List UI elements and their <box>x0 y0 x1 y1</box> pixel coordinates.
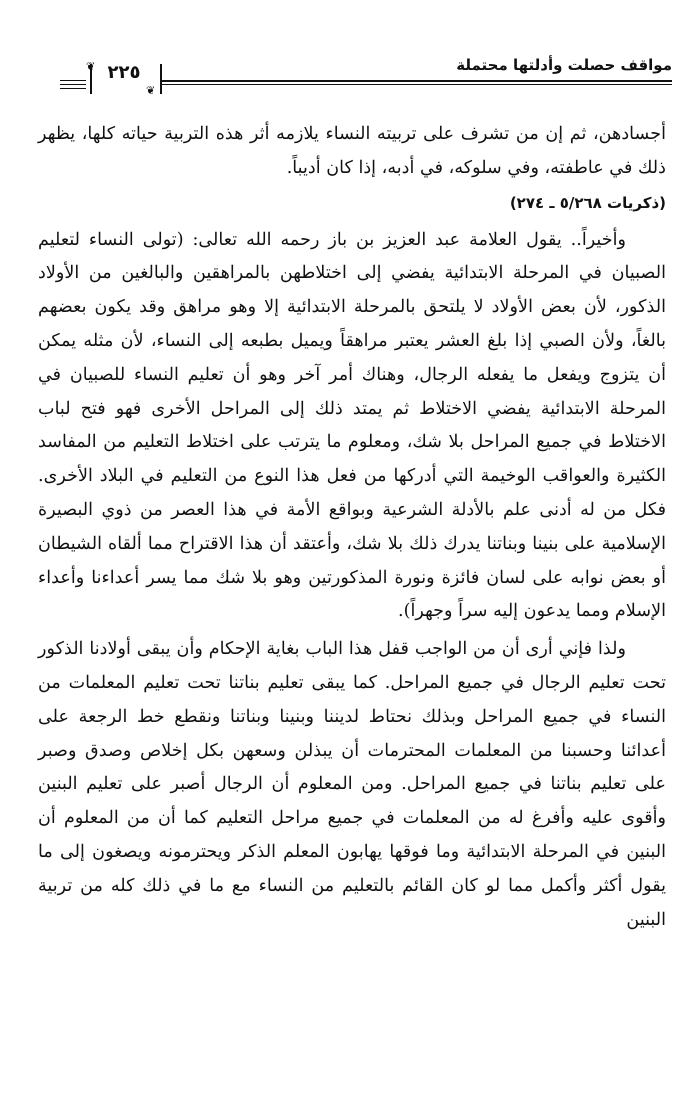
page-number: ٢٢٥ <box>107 62 141 83</box>
paragraph-continuation: أجسادهن، ثم إن من تشرف على تربيته النساء يلازمه أثر هذه التربية حياته كلها، يظهر ذلك في عاطفته، وفي سلوكه، في أدبه، إذا كان أديباً. <box>38 124 666 178</box>
header-rule-left-2 <box>60 84 86 85</box>
page-body <box>38 118 666 937</box>
header-rule-left-3 <box>60 88 86 89</box>
header-rule-thin <box>160 84 672 85</box>
running-header-title: مواقف حصلت وأدلتها محتملة <box>456 56 672 74</box>
ornament-icon: ❦ <box>86 60 96 73</box>
paragraph-opinion: ولذا فإني أرى أن من الواجب قفل هذا الباب بغاية الإحكام وأن يبقى أولادنا الذكور تحت تعليم الرجال في جميع المراحل. كما يبقى تعليم بناتنا تحت تعليم المعلمات من النساء في جميع المراحل وبذلك نحتاط لديننا وبنينا وبناتنا ونقطع خط الرجعة على أعدائنا وحسبنا من المعلمات المحترمات أن يبذلن وسعهن بكل إخلاص وصدق وصبر على تعليم بناتنا في جميع المراحل. ومن المعلوم أن الرجال أصبر على تعليم البنين وأقوى عليه وأفرغ له من المعلمات في جميع مراحل التعليم كما أن من المعلوم أن البنين في المرحلة الابتدائية وما فوقها يهابون المعلم الذكر ويحترمونه ويصغون إلى ما يقول أكثر وأكمل مما لو كان القائم بالتعليم من النساء مع ما في ذلك كله من تربية البنين <box>38 639 666 930</box>
paragraph-quote: وأخيراً.. يقول العلامة عبد العزيز بن باز رحمه الله تعالى: (تولى النساء لتعليم الصبيان في المرحلة الابتدائية يفضي إلى اختلاطهن بالمراهقين والبالغين من الأولاد الذكور، لأن بعض الأولاد لا يلتحق بالمرحلة الابتدائية إلا وهو مراهق وقد يكون بعضهم بالغاً، ولأن الصبي إذا بلغ العشر يعتبر مراهقاً ويميل بطبعه إلى النساء، لأن مثله يمكن أن يتزوج ويفعل ما يفعله الرجال، وهناك أمر آخر وهو أن تعليم النساء للصبيان في المرحلة الابتدائية يفضي الاختلاط ثم يمتد ذلك إلى المراحل الأخرى فهو فتح لباب الاختلاط في جميع المراحل بلا شك، ومعلوم ما يترتب على اختلاط التعليم من المفاسد الكثيرة والعواقب الوخيمة التي أدركها من فعل هذا النوع من التعليم في البلاد الأخرى. فكل من له أدنى علم بالأدلة الشرعية وبواقع الأمة في هذا العصر من ذوي البصيرة الإسلامية على بنينا وبناتنا يدرك ذلك بلا شك، وأعتقد أن هذا الاقتراح مما ألقاه الشيطان أو بعض نوابه على لسان فائزة ونورة المذكورتين وهو بلا شك مما يسر أعداءنا وأعداء الإسلام ومما يدعون إليه سراً وجهراً). <box>38 229 667 622</box>
ornament-icon: ❦ <box>146 84 156 97</box>
header-rule-left-1 <box>60 80 86 81</box>
header-rule <box>160 80 672 82</box>
citation: (ذكريات ٥/٢٦٨ ـ ٢٧٤) <box>509 193 666 212</box>
